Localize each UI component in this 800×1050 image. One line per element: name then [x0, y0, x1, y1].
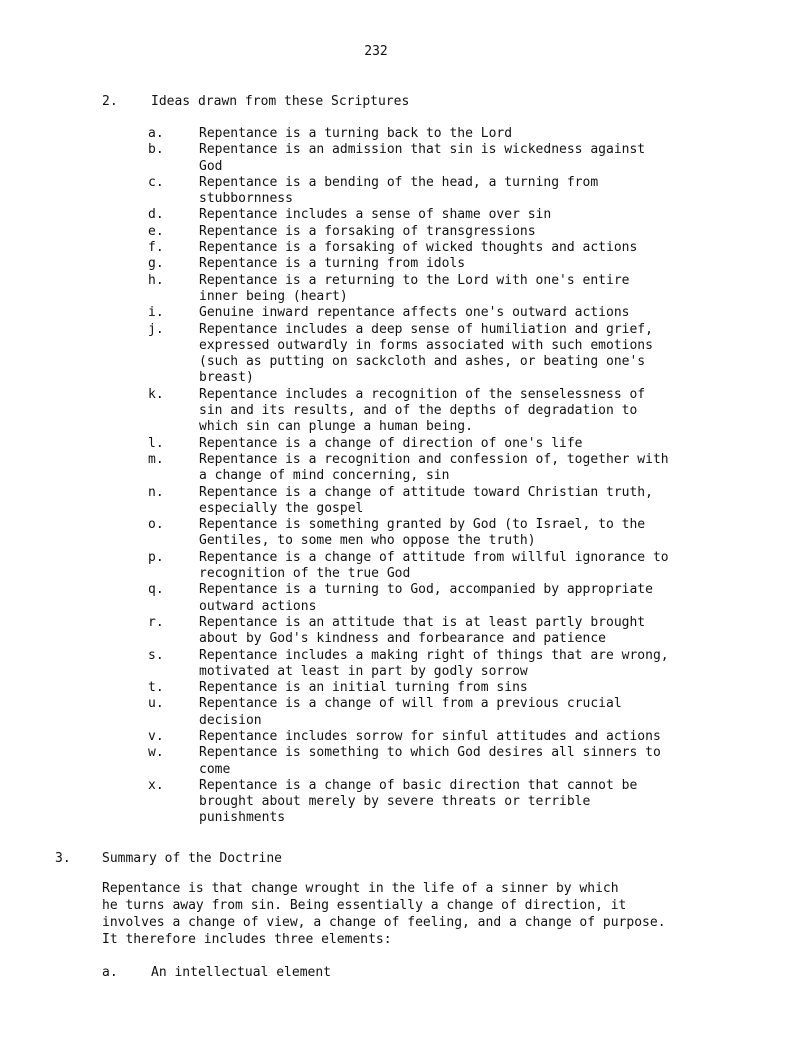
list-item: [148, 517, 708, 550]
list-item-letter: l.: [148, 435, 164, 451]
list-item: [148, 550, 708, 583]
section-title: Summary of the Doctrine: [102, 851, 283, 866]
list-item-text: Repentance is a recognition and confession of, together with a change of mind concerning, sin: [199, 451, 669, 484]
list-item-letter: c.: [148, 174, 164, 190]
list-item-letter: b.: [148, 142, 164, 158]
list-item-letter: v.: [148, 728, 164, 744]
list-item-text: Repentance is a forsaking of transgressions: [199, 223, 536, 239]
list-item-text: Repentance includes a recognition of the senselessness of sin and its results, and of the depths of degradation to which sin can plunge a human being.: [199, 386, 646, 435]
list-item: [148, 273, 708, 306]
list-item-letter: a.: [148, 126, 164, 141]
subsection-title: An intellectual element: [151, 965, 332, 980]
list-item-text: Repentance is an attitude that is at least partly brought about by God's kindness and forbearance and patience: [199, 614, 646, 647]
list-item-text: Repentance is a returning to the Lord with one's entire inner being (heart): [199, 272, 630, 304]
section-number: 2.: [102, 94, 118, 109]
list-item-letter: r.: [148, 614, 164, 630]
list-item-text: Repentance is a change of direction of one's life: [199, 435, 583, 451]
list-item-letter: m.: [148, 451, 164, 467]
list-item-letter: n.: [148, 484, 164, 500]
list-item: [148, 175, 708, 208]
list-item: [148, 582, 708, 615]
list-item-letter: q.: [148, 582, 164, 598]
list-item-text: Repentance is a change of will from a previous crucial decision: [199, 696, 622, 728]
subsection-letter: a.: [102, 965, 118, 980]
list-item: [148, 126, 708, 142]
list-item: [148, 778, 708, 827]
list-item-letter: g.: [148, 256, 164, 272]
list-item-letter: u.: [148, 696, 164, 712]
subsection-a-heading: [102, 965, 502, 981]
repentance-ideas-list: [148, 126, 708, 827]
list-item-letter: i.: [148, 305, 164, 321]
list-item: [148, 615, 708, 648]
list-item-text: Repentance is something to which God desires all sinners to come: [199, 745, 661, 777]
list-item: [148, 729, 708, 745]
list-item: [148, 680, 708, 696]
list-item: [148, 207, 708, 223]
list-item: [148, 745, 708, 778]
list-item: [148, 224, 708, 240]
list-item-letter: p.: [148, 549, 164, 565]
list-item-text: Repentance is a turning to God, accompanied by appropriate outward actions: [199, 582, 653, 614]
list-item-text: Repentance is something granted by God (to Israel, to the Gentiles, to some men who oppose the truth): [199, 517, 646, 549]
list-item-letter: s.: [148, 647, 164, 663]
list-item-letter: h.: [148, 272, 164, 288]
list-item-letter: f.: [148, 240, 164, 256]
summary-paragraph: Repentance is that change wrought in the life of a sinner by which he turns away from sin. Being essentially a change of direction, it involves a change of view, a change of feeling, and a change of purpose. It therefore includes three elements:: [102, 881, 666, 947]
list-item: [148, 436, 708, 452]
list-item: [148, 256, 708, 272]
list-item: [148, 240, 708, 256]
section-number: 3.: [55, 851, 71, 866]
list-item: [148, 322, 708, 387]
list-item-text: Repentance is a forsaking of wicked thoughts and actions: [199, 240, 638, 256]
list-item-text: Repentance is a change of basic direction that cannot be brought about merely by severe threats or terrible punishments: [199, 777, 638, 826]
list-item-letter: x.: [148, 777, 164, 793]
list-item-text: Repentance is a change of attitude toward Christian truth, especially the gospel: [199, 484, 653, 516]
list-item-text: Repentance includes a deep sense of humiliation and grief, expressed outwardly in forms associated with such emotions (such as putting on sackcloth and ashes, or beating one's breast): [199, 321, 653, 386]
list-item-letter: t.: [148, 680, 164, 696]
section-3-heading: [55, 851, 455, 867]
list-item: [148, 696, 708, 729]
list-item-text: Repentance is a turning back to the Lord: [199, 126, 513, 141]
list-item-letter: k.: [148, 386, 164, 402]
list-item-text: Repentance is an initial turning from sins: [199, 680, 528, 696]
section-2-heading: [102, 94, 502, 110]
list-item-letter: w.: [148, 745, 164, 761]
list-item-letter: j.: [148, 321, 164, 337]
list-item-text: Repentance includes a making right of things that are wrong, motivated at least in part by godly sorrow: [199, 647, 669, 679]
page-number: 232: [364, 44, 388, 59]
list-item-text: Repentance is a bending of the head, a turning from stubbornness: [199, 174, 599, 207]
list-item-letter: e.: [148, 223, 164, 239]
list-item-text: Repentance includes sorrow for sinful attitudes and actions: [199, 728, 661, 744]
list-item-text: Repentance is an admission that sin is wickedness against God: [199, 142, 646, 174]
list-item-letter: d.: [148, 207, 164, 223]
list-item: [148, 142, 708, 175]
list-item: [148, 305, 708, 321]
list-item-text: Repentance includes a sense of shame over sin: [199, 207, 552, 223]
list-item: [148, 452, 708, 485]
list-item: [148, 387, 708, 436]
list-item: [148, 648, 708, 681]
list-item-letter: o.: [148, 517, 164, 533]
list-item-text: Genuine inward repentance affects one's outward actions: [199, 305, 630, 321]
list-item-text: Repentance is a change of attitude from willful ignorance to recognition of the true God: [199, 549, 669, 582]
list-item-text: Repentance is a turning from idols: [199, 256, 466, 272]
list-item: [148, 485, 708, 518]
section-title: Ideas drawn from these Scriptures: [151, 94, 410, 109]
